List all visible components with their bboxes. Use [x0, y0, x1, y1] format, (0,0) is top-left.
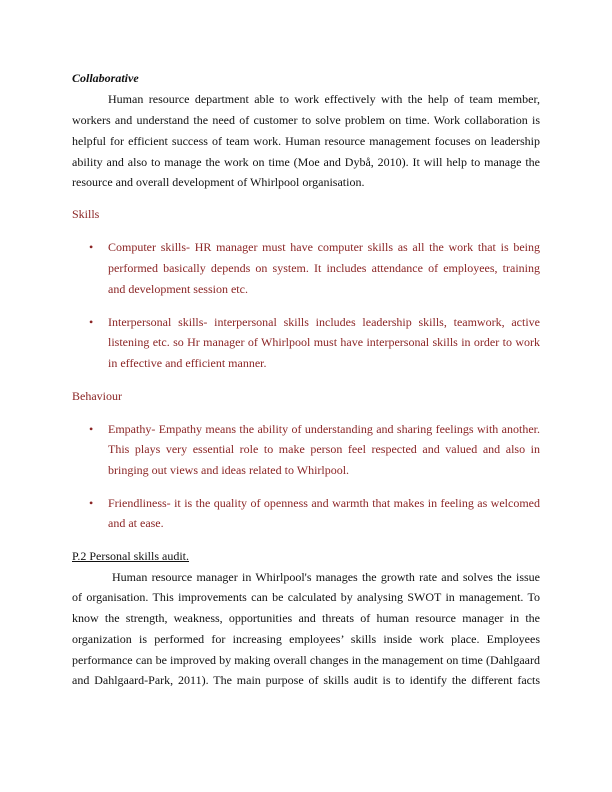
- list-item-line: in effective and efficient manner.: [108, 356, 267, 370]
- heading-collaborative: Collaborative: [72, 71, 139, 85]
- paragraph-line: and Dahlgaard-Park, 2011). The main purpose of skills audit is to identify the different facts: [72, 673, 540, 687]
- bullet-icon: •: [89, 422, 94, 436]
- list-item-line: and at ease.: [108, 516, 164, 530]
- paragraph-line: ability and also to manage the work on time (Moe and Dybå, 2010). It will help to manage the: [72, 155, 540, 169]
- list-item-line: Friendliness- it is the quality of openness and warmth that makes in feeling as welcomed: [108, 496, 540, 510]
- heading-skills: Skills: [72, 207, 100, 221]
- heading-skills-audit: P.2 Personal skills audit.: [72, 549, 190, 563]
- paragraph-line: helpful for efficient success of team work. Human resource management focuses on leadership: [72, 134, 540, 148]
- list-item-line: Computer skills- HR manager must have computer skills as all the work that is being: [108, 240, 540, 254]
- list-item-line: Interpersonal skills- interpersonal skills includes leadership skills, teamwork, active: [108, 315, 540, 329]
- paragraph-line: of organisation. This improvements can be calculated by analysing SWOT in management. To: [72, 590, 540, 604]
- heading-behaviour: Behaviour: [72, 389, 122, 403]
- list-item-line: Empathy- Empathy means the ability of understanding and sharing feelings with another.: [108, 422, 540, 436]
- paragraph-line: know the strength, weakness, opportunities and threats of human resource manager in the: [72, 611, 540, 625]
- bullet-icon: •: [89, 496, 94, 510]
- list-item-line: bringing out views and ideas related to Whirlpool.: [108, 463, 350, 477]
- list-item-line: This plays very essential role to make person feel respected and valued and also in: [108, 442, 540, 456]
- paragraph-line: workers and understand the need of customer to solve problem on time. Work collaboration is: [72, 113, 540, 127]
- list-item-line: performed basically depends on system. It includes attendance of employees, training: [108, 261, 540, 275]
- bullet-icon: •: [89, 315, 94, 329]
- list-item-line: listening etc. so Hr manager of Whirlpool must have interpersonal skills in order to work: [108, 335, 540, 349]
- paragraph-line: Human resource manager in Whirlpool's manages the growth rate and solves the issue: [112, 570, 540, 584]
- paragraph-line: Human resource department able to work effectively with the help of team member,: [108, 92, 540, 106]
- list-item-line: and development session etc.: [108, 282, 248, 296]
- paragraph-line: performance can be improved by making overall changes in the management on time (Dahlgaard: [72, 653, 540, 667]
- bullet-icon: •: [89, 240, 94, 254]
- paragraph-line: resource and overall development of Whirlpool organisation.: [72, 175, 365, 189]
- paragraph-line: organization is performed for increasing employees’ skills inside work place. Employees: [72, 632, 540, 646]
